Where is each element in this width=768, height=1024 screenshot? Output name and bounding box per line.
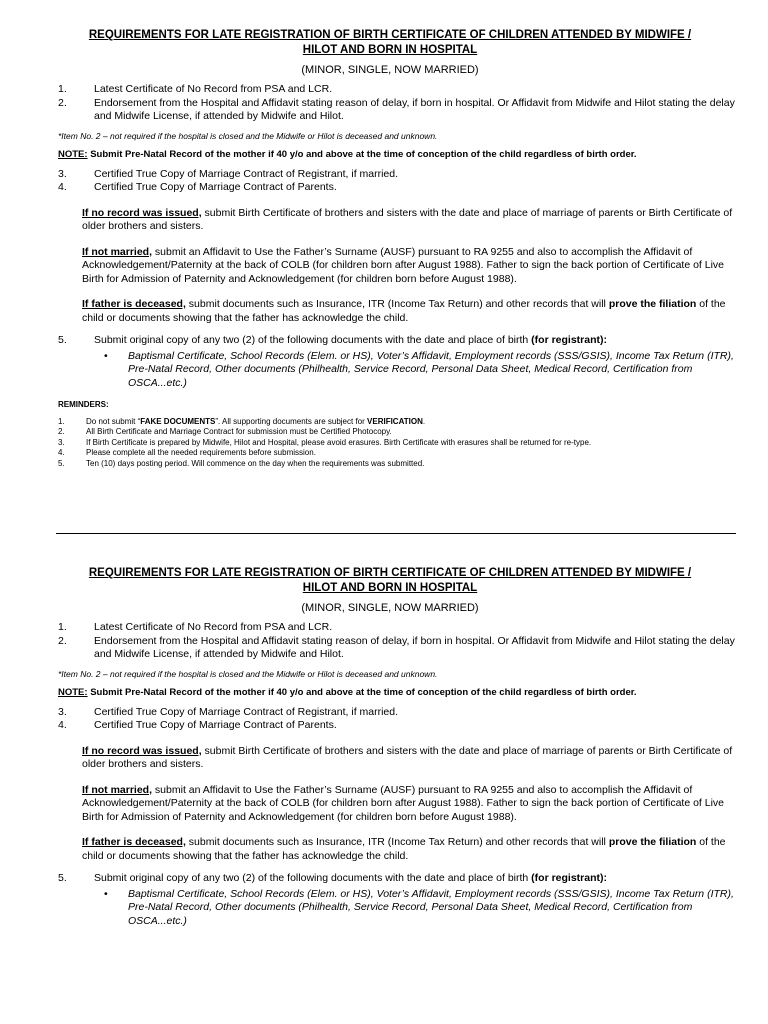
not-married-paragraph: If not married, submit an Affidavit to Use the Father’s Surname (AUSF) pursuant to RA 9255 and also to accomplish the Affidavit of Acknowledgement/Paternity at the back of COLB (for children born after August 1988). Father to sign the back portion of Certificate of Live Birth for Admission of Paternity and Acknowledgement (for children born before August 1988). xyxy=(82,245,725,285)
prenatal-note: NOTE: Submit Pre-Natal Record of the mother if 40 y/o and above at the time of conception of the child regardless of birth order. xyxy=(58,148,637,160)
reminders-block xyxy=(40,400,740,469)
no-record-paragraph: If no record was issued, submit Birth Certificate of brothers and sisters with the date and place of marriage of parents or Birth Certificate of older brothers and sisters. xyxy=(82,206,733,232)
list-item: 3. If Birth Certificate is prepared by Midwife, Hilot and Hospital, please avoid erasures. Birth Certificate with erasures shall be returned for re-type. xyxy=(58,437,592,447)
requirements-section-bottom xyxy=(40,566,740,928)
reminders-title: REMINDERS: xyxy=(58,400,109,409)
doc-title-line1: REQUIREMENTS FOR LATE REGISTRATION OF BIRTH CERTIFICATE OF CHILDREN ATTENDED BY MIDWIFE / xyxy=(88,567,692,579)
doc-title xyxy=(40,566,740,596)
doc-subtitle: (MINOR, SINGLE, NOW MARRIED) xyxy=(301,602,479,614)
list-item: 1. Latest Certificate of No Record from PSA and LCR. xyxy=(58,621,333,633)
no-record-paragraph: If no record was issued, submit Birth Certificate of brothers and sisters with the date and place of marriage of parents or Birth Certificate of older brothers and sisters. xyxy=(82,744,733,770)
list-item: 3. Certified True Copy of Marriage Contract of Registrant, if married. xyxy=(58,705,399,718)
requirements-list-2 xyxy=(40,706,740,733)
doc-title-line1: REQUIREMENTS FOR LATE REGISTRATION OF BIRTH CERTIFICATE OF CHILDREN ATTENDED BY MIDWIFE / xyxy=(88,29,692,41)
list-item: 2. All Birth Certificate and Marriage Contract for submission must be Certified Photocopy. xyxy=(58,427,392,436)
item-note: *Item No. 2 – not required if the hospital is closed and the Midwife or Hilot is deceased and unknown. xyxy=(58,668,438,679)
requirements-list-3 xyxy=(40,872,740,886)
requirements-list xyxy=(40,621,740,662)
not-married-paragraph: If not married, submit an Affidavit to Use the Father’s Surname (AUSF) pursuant to RA 9255 and also to accomplish the Affidavit of Acknowledgement/Paternity at the back of COLB (for children born after August 1988). Father to sign the back portion of Certificate of Live Birth for Admission of Paternity and Acknowledgement (for children born before August 1988). xyxy=(82,783,725,823)
list-item: 4. Certified True Copy of Marriage Contract of Parents. xyxy=(58,719,337,731)
father-deceased-paragraph: If father is deceased, submit documents such as Insurance, ITR (Income Tax Return) and other records that will prove the filiation of the child or documents showing that the father has acknowledge the child. xyxy=(82,298,726,324)
father-deceased-paragraph: If father is deceased, submit documents such as Insurance, ITR (Income Tax Return) and other records that will prove the filiation of the child or documents showing that the father has acknowledge the child. xyxy=(82,836,726,862)
section-divider xyxy=(56,533,736,534)
list-item: 5. Submit original copy of any two (2) of the following documents with the date and place of birth (for registrant): xyxy=(58,872,608,884)
doc-title xyxy=(40,28,740,58)
list-item: 1. Do not submit “FAKE DOCUMENTS”. All supporting documents are subject for VERIFICATION. xyxy=(58,416,426,426)
list-item: 4. Please complete all the needed requirements before submission. xyxy=(58,448,316,457)
list-item: 1. Latest Certificate of No Record from PSA and LCR. xyxy=(58,83,333,95)
requirements-list xyxy=(40,83,740,124)
list-item: 4. Certified True Copy of Marriage Contract of Parents. xyxy=(58,181,337,193)
reminders-list xyxy=(40,417,740,470)
doc-subtitle: (MINOR, SINGLE, NOW MARRIED) xyxy=(301,64,479,76)
list-item: 2. Endorsement from the Hospital and Affidavit stating reason of delay, if born in hospital. Or Affidavit from Midwife and Hilot stating the delay and Midwife License, if attended by Midwife and Hilot. xyxy=(58,96,735,122)
item-note: *Item No. 2 – not required if the hospital is closed and the Midwife or Hilot is deceased and unknown. xyxy=(58,130,438,141)
prenatal-note: NOTE: Submit Pre-Natal Record of the mother if 40 y/o and above at the time of conception of the child regardless of birth order. xyxy=(58,686,637,698)
list-item: 2. Endorsement from the Hospital and Affidavit stating reason of delay, if born in hospital. Or Affidavit from Midwife and Hilot stating the delay and Midwife License, if attended by Midwife and Hilot. xyxy=(58,634,735,660)
doc-title-line2: HILOT AND BORN IN HOSPITAL xyxy=(302,582,478,594)
documents-bullet: • Baptismal Certificate, School Records (Elem. or HS), Voter’s Affidavit, Employment records (SSS/GSIS), Income Tax Return (ITR), Pre-Natal Record, Other documents (Philhealth, Service Record, Personal Data Sheet, Medical Record, Certification from OSCA...etc.) xyxy=(104,349,734,389)
list-item: 5. Submit original copy of any two (2) of the following documents with the date and place of birth (for registrant): xyxy=(58,334,608,346)
doc-title-line2: HILOT AND BORN IN HOSPITAL xyxy=(302,44,478,56)
requirements-list-2 xyxy=(40,168,740,195)
documents-bullet: • Baptismal Certificate, School Records (Elem. or HS), Voter’s Affidavit, Employment records (SSS/GSIS), Income Tax Return (ITR), Pre-Natal Record, Other documents (Philhealth, Service Record, Personal Data Sheet, Medical Record, Certification from OSCA...etc.) xyxy=(104,887,734,927)
list-item: 3. Certified True Copy of Marriage Contract of Registrant, if married. xyxy=(58,167,399,180)
list-item: 5. Ten (10) days posting period. Will commence on the day when the requirements was submitted. xyxy=(58,458,425,468)
requirements-section-top xyxy=(40,28,740,469)
requirements-list-3 xyxy=(40,334,740,348)
